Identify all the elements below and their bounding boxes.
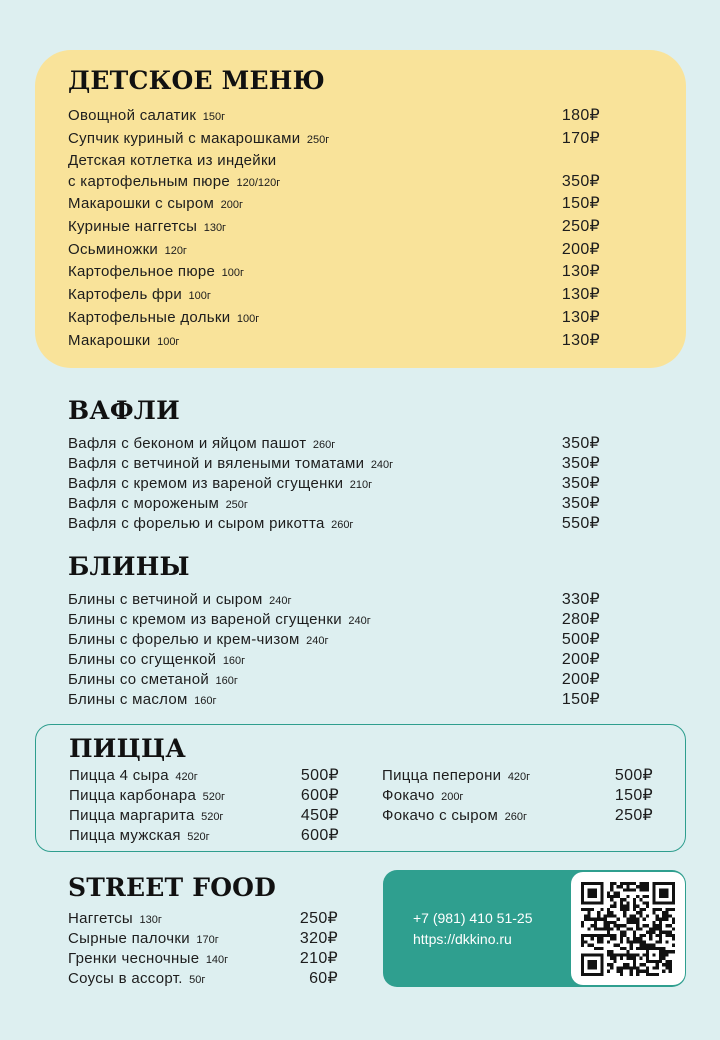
waffles-section <box>68 396 600 534</box>
contact-panel <box>383 870 686 987</box>
item-name: Картофельное пюре <box>68 263 216 281</box>
item-name: Соусы в ассорт. <box>68 970 183 987</box>
item-price: 130₽ <box>561 286 600 304</box>
item-name: с картофельным пюре <box>68 173 231 191</box>
item-weight: 260г <box>312 439 336 451</box>
item-weight: 130г <box>203 222 227 235</box>
kids-menu-list <box>68 105 600 352</box>
item-price: 200₽ <box>561 671 600 688</box>
item-price: 150₽ <box>561 691 600 708</box>
item-price: 250₽ <box>299 910 338 927</box>
menu-item <box>69 806 339 826</box>
item-name: Наггетсы <box>68 910 134 927</box>
item-price: 210₽ <box>299 950 338 967</box>
menu-item <box>68 105 600 128</box>
item-weight: 100г <box>188 290 211 303</box>
menu-item <box>68 454 600 474</box>
item-price: 350₽ <box>561 173 600 191</box>
menu-item <box>68 474 600 494</box>
item-weight: 100г <box>157 335 180 348</box>
pizza-title: ПИЦЦА <box>69 734 186 763</box>
item-price: 130₽ <box>561 263 600 281</box>
menu-item <box>68 494 600 514</box>
item-price: 600₽ <box>300 787 339 804</box>
item-weight: 260г <box>504 811 527 823</box>
menu-item <box>68 949 338 969</box>
item-name: Блины с ветчиной и сыром <box>68 591 263 608</box>
menu-item <box>69 766 339 786</box>
item-price: 500₽ <box>614 767 653 784</box>
item-name: Пицца мужская <box>69 827 181 844</box>
menu-item <box>68 630 600 650</box>
pancakes-section <box>68 552 600 710</box>
item-weight: 200г <box>220 199 243 212</box>
item-weight: 170г <box>196 934 219 946</box>
item-price: 450₽ <box>300 807 339 824</box>
pancakes-title: БЛИНЫ <box>68 552 190 581</box>
item-price: 550₽ <box>561 515 600 532</box>
item-name: Овощной салатик <box>68 107 197 124</box>
menu-item <box>68 193 600 216</box>
item-price: 200₽ <box>561 240 600 258</box>
item-weight: 250г <box>225 499 248 511</box>
item-name: Пицца 4 сыра <box>69 767 169 784</box>
item-name: Блины с кремом из вареной сгущенки <box>68 611 342 628</box>
menu-item <box>68 261 600 284</box>
item-price: 350₽ <box>561 455 600 472</box>
item-weight: 520г <box>201 811 224 823</box>
menu-item <box>68 909 338 929</box>
pizza-list-left <box>69 766 339 846</box>
item-weight: 240г <box>269 595 292 607</box>
item-weight: 130г <box>139 914 162 926</box>
menu-item <box>382 806 653 826</box>
item-weight: 520г <box>202 791 226 803</box>
menu-item <box>382 786 653 806</box>
item-name: Пицца маргарита <box>69 807 195 824</box>
menu-item <box>68 670 600 690</box>
item-name: Пицца пеперони <box>382 767 502 784</box>
item-weight: 210г <box>349 479 373 491</box>
menu-item <box>68 690 600 710</box>
pizza-list-right <box>382 766 653 826</box>
menu-item <box>68 434 600 454</box>
item-weight: 140г <box>205 954 229 966</box>
item-price: 130₽ <box>561 308 600 326</box>
item-name: Картофель фри <box>68 286 183 304</box>
item-price: 150₽ <box>614 787 653 804</box>
item-weight: 420г <box>175 771 198 783</box>
menu-item <box>68 150 600 193</box>
item-weight: 150г <box>202 111 226 123</box>
menu-item <box>69 786 339 806</box>
menu-item <box>68 929 338 949</box>
qr-code-icon <box>571 872 685 985</box>
item-weight: 250г <box>306 133 330 146</box>
menu-item <box>68 610 600 630</box>
item-name: Блины с форелью и крем-чизом <box>68 631 300 648</box>
menu-item <box>68 514 600 534</box>
item-name: Блины с маслом <box>68 691 188 708</box>
street-food-section <box>68 873 338 989</box>
item-name: Куриные наггетсы <box>68 218 198 236</box>
menu-item <box>68 969 338 989</box>
item-name-line1: Детская котлетка из индейки <box>68 152 277 170</box>
kids-menu-panel <box>35 50 686 368</box>
item-weight: 260г <box>331 519 354 531</box>
item-price: 170₽ <box>561 129 600 147</box>
item-name: Макарошки с сыром <box>68 195 215 213</box>
item-price: 600₽ <box>300 827 339 844</box>
item-price: 330₽ <box>561 591 600 608</box>
item-name: Пицца карбонара <box>69 787 197 804</box>
item-name: Макарошки <box>68 331 151 349</box>
item-name: Гренки чесночные <box>68 950 200 967</box>
menu-item <box>68 330 600 353</box>
contact-info <box>413 908 532 950</box>
menu-item <box>68 590 600 610</box>
item-price: 250₽ <box>614 807 653 824</box>
item-name: Вафля с форелью и сыром рикотта <box>68 515 325 532</box>
menu-item <box>382 766 653 786</box>
item-weight: 420г <box>507 771 531 783</box>
item-name: Картофельные дольки <box>68 308 231 326</box>
menu-item <box>68 307 600 330</box>
item-weight: 160г <box>215 675 238 687</box>
item-weight: 120/120г <box>236 177 281 190</box>
menu-item <box>68 650 600 670</box>
item-name: Вафля с ветчиной и вялеными томатами <box>68 455 365 472</box>
website-link[interactable]: https://dkkino.ru <box>413 931 512 947</box>
pizza-panel <box>35 724 686 852</box>
kids-menu-title: ДЕТСКОЕ МЕНЮ <box>68 66 325 95</box>
item-price: 60₽ <box>309 970 338 987</box>
item-price: 180₽ <box>561 107 600 124</box>
item-name: Вафля с мороженым <box>68 495 220 512</box>
item-weight: 520г <box>187 831 210 843</box>
item-name: Фокачо <box>382 787 435 804</box>
item-price: 250₽ <box>561 218 600 236</box>
item-weight: 100г <box>221 267 245 280</box>
item-name: Блины со сметаной <box>68 671 210 688</box>
menu-item <box>69 826 339 846</box>
item-price: 350₽ <box>561 475 600 492</box>
item-weight: 240г <box>306 635 329 647</box>
item-name: Блины со сгущенкой <box>68 651 217 668</box>
item-price: 200₽ <box>561 651 600 668</box>
menu-item <box>68 128 600 151</box>
item-name: Супчик куриный с макарошками <box>68 129 301 147</box>
item-name: Сырные палочки <box>68 930 190 947</box>
item-price: 350₽ <box>561 495 600 512</box>
item-name: Вафля с беконом и яйцом пашот <box>68 435 307 452</box>
item-name: Осьминожки <box>68 240 159 258</box>
menu-item <box>68 239 600 262</box>
item-weight: 120г <box>164 244 187 257</box>
item-name: Фокачо с сыром <box>382 807 499 824</box>
item-weight: 50г <box>189 974 206 986</box>
item-price: 320₽ <box>299 930 338 947</box>
menu-item <box>68 216 600 239</box>
item-weight: 160г <box>194 695 217 707</box>
item-weight: 240г <box>348 615 371 627</box>
waffles-title: ВАФЛИ <box>68 396 180 425</box>
item-price: 500₽ <box>300 767 339 784</box>
item-weight: 200г <box>441 791 464 803</box>
item-price: 500₽ <box>561 631 600 648</box>
item-weight: 160г <box>222 655 246 667</box>
item-price: 280₽ <box>561 611 600 628</box>
phone-number[interactable]: +7 (981) 410 51-25 <box>413 910 533 926</box>
item-price: 150₽ <box>561 195 600 213</box>
item-price: 130₽ <box>561 331 600 349</box>
item-weight: 100г <box>236 312 260 325</box>
item-weight: 240г <box>370 459 394 471</box>
street-food-title: STREET FOOD <box>68 873 277 902</box>
item-name: Вафля с кремом из вареной сгущенки <box>68 475 344 492</box>
item-price: 350₽ <box>561 435 600 452</box>
menu-item <box>68 284 600 307</box>
